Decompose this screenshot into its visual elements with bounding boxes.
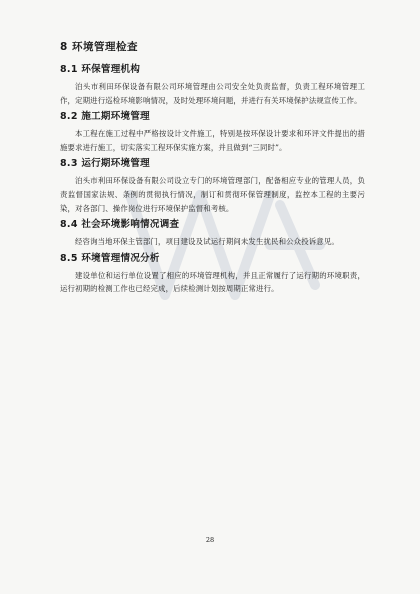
- section-paragraph: 经咨询当地环保主管部门，项目建设及试运行期间未发生扰民和公众投诉意见。: [75, 237, 339, 247]
- section-8-3: [60, 157, 365, 215]
- page-number: 28: [205, 536, 215, 544]
- section-heading: 8.3 运行期环境管理: [60, 158, 150, 170]
- chapter-title: 8 环境管理检查: [60, 41, 138, 53]
- document-body: [60, 40, 365, 299]
- section-paragraph: 建设单位和运行单位设置了相应的环境管理机构，并且正常履行了运行期的环境职责，运行初期的检测工作也已经完成，后续检测计划按周期正常进行。: [60, 270, 365, 294]
- section-heading: 8.4 社会环境影响情况调查: [60, 219, 180, 231]
- section-paragraph: 泊头市利田环保设备有限公司环境管理由公司安全处负责监督，负责工程环境管理工作，定期进行巡检环境影响情况，及时处理环境问题，并进行有关环境保护法规宣传工作。: [60, 82, 365, 105]
- section-paragraph: 泊头市利田环保设备有限公司设立专门的环境管理部门，配备相应专业的管理人员，负责监督国家法规、条例的贯彻执行情况，制订和贯彻环保管理制度，监控本工程的主要污染，对各部门、操作岗位进行环境保护监督和考核。: [60, 176, 365, 213]
- section-heading: 8.2 施工期环境管理: [60, 111, 150, 123]
- section-8-1: [60, 63, 365, 107]
- section-8-2: [60, 110, 365, 154]
- section-paragraph: 本工程在施工过程中严格按设计文件施工，特别是按环保设计要求和环评文件提出的措施要求进行施工，切实落实工程环保实施方案，并且做到“三同时”。: [60, 129, 365, 152]
- section-8-4: [60, 218, 365, 249]
- section-heading: 8.5 环境管理情况分析: [60, 252, 160, 264]
- section-8-5: [60, 252, 365, 296]
- section-heading: 8.1 环保管理机构: [60, 64, 141, 75]
